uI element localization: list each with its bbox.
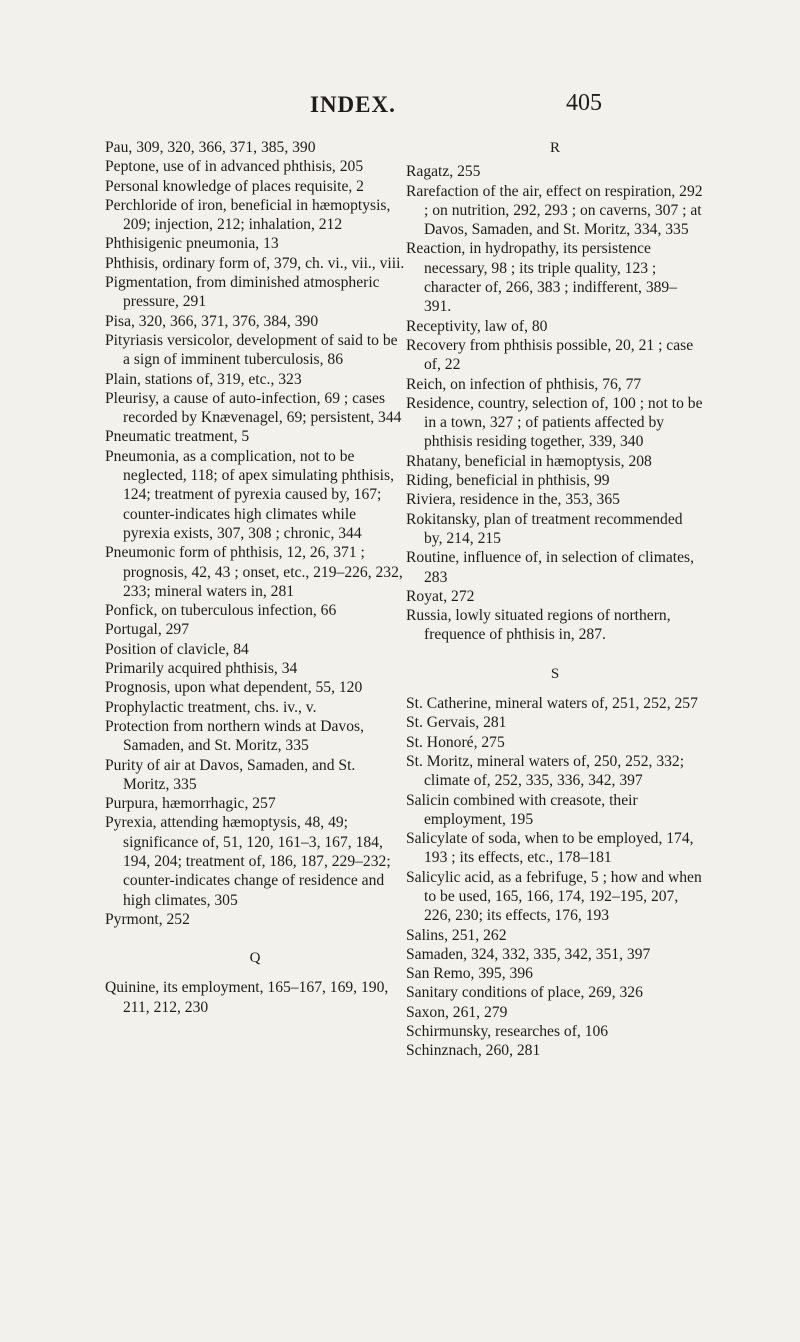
index-entry: San Remo, 395, 396 (406, 965, 533, 983)
index-entry: Salins, 251, 262 (406, 926, 507, 944)
index-entry: Pityriasis versicolor, development of said to be a sign of imminent tuberculosis, 86 (105, 331, 398, 369)
index-entry: St. Honoré, 275 (406, 733, 505, 751)
index-entry: Portugal, 297 (105, 621, 190, 639)
index-entry: Perchloride of iron, beneficial in hæmoptysis, 209; injection, 212; inhalation, 212 (105, 196, 391, 234)
index-entry: Salicylate of soda, when to be employed, 174, 193 ; its effects, etc., 178–181 (406, 830, 694, 867)
p-entries (105, 138, 405, 929)
index-entry: Rhatany, beneficial in hæmoptysis, 208 (406, 452, 652, 470)
page-number: 405 (566, 90, 602, 116)
index-entry: St. Catherine, mineral waters of, 251, 252, 257 (406, 695, 698, 713)
index-entry: Sanitary conditions of place, 269, 326 (406, 984, 643, 1002)
index-entry: Routine, influence of, in selection of climates, 283 (406, 549, 694, 586)
index-entry: Pau, 309, 320, 366, 371, 385, 390 (105, 139, 316, 156)
index-entry: Saxon, 261, 279 (406, 1003, 508, 1021)
running-head (0, 92, 800, 122)
index-entry: Prophylactic treatment, chs. iv., v. (105, 698, 317, 716)
index-entry: Receptivity, law of, 80 (406, 317, 548, 335)
index-entry: Pneumonic form of phthisis, 12, 26, 371 ; prognosis, 42, 43 ; onset, etc., 219–226, 232, 233; mineral waters in, 281 (105, 544, 403, 600)
index-entry: Rokitansky, plan of treatment recommended by, 214, 215 (406, 510, 683, 547)
index-entry: Pisa, 320, 366, 371, 376, 384, 390 (105, 312, 319, 330)
section-letter-s: S (550, 665, 560, 682)
index-entry: Salicin combined with creasote, their employment, 195 (406, 791, 638, 828)
index-entry: Phthisis, ordinary form of, 379, ch. vi., vii., viii. (105, 254, 405, 272)
index-entry: Quinine, its employment, 165–167, 169, 190, 211, 212, 230 (105, 979, 389, 1016)
index-entry: Pyrexia, attending hæmoptysis, 48, 49; significance of, 51, 120, 161–3, 167, 184, 194, 204; treatment of, 186, 187, 229–232; counter-indicates change of residence and high climates, 305 (105, 814, 391, 909)
index-entry: Position of clavicle, 84 (105, 640, 249, 658)
index-entry: Riviera, residence in the, 353, 365 (406, 491, 620, 509)
index-entry: Riding, beneficial in phthisis, 99 (406, 472, 610, 490)
index-entry: Phthisigenic pneumonia, 13 (105, 235, 279, 253)
index-entry: Purity of air at Davos, Samaden, and St. Moritz, 335 (105, 756, 356, 793)
q-entries (105, 978, 405, 1017)
index-entry: Pyrmont, 252 (105, 910, 190, 928)
index-entry: Schinznach, 260, 281 (406, 1042, 541, 1060)
index-entry: Purpura, hæmorrhagic, 257 (105, 795, 276, 813)
index-entry: Schirmunsky, researches of, 106 (406, 1023, 609, 1041)
index-entry: Peptone, use of in advanced phthisis, 205 (105, 158, 364, 176)
section-letter-r: R (549, 140, 560, 156)
index-entry: Prognosis, upon what dependent, 55, 120 (105, 679, 363, 697)
index-entry: Pneumatic treatment, 5 (105, 428, 250, 446)
index-entry: Royat, 272 (406, 587, 475, 605)
index-entry: Pigmentation, from diminished atmospheric pressure, 291 (105, 274, 380, 311)
index-entry: Salicylic acid, as a febrifuge, 5 ; how and when to be used, 165, 166, 174, 192–195, 207, 226, 230; its effects, 176, 193 (406, 868, 702, 925)
index-entry: Pneumonia, as a complication, not to be neglected, 118; of apex simulating phthisis, 124; treatment of pyrexia caused by, 167; counter-indicates high climates while pyrexia exists, 307, 308 ; chronic, 344 (105, 447, 394, 542)
index-entry: Personal knowledge of places requisite, 2 (105, 177, 364, 195)
index-entry: St. Gervais, 281 (406, 714, 507, 732)
index-entry: St. Moritz, mineral waters of, 250, 252, 332; climate of, 252, 335, 336, 342, 397 (406, 752, 685, 790)
index-entry: Plain, stations of, 319, etc., 323 (105, 370, 302, 388)
index-entry: Russia, lowly situated regions of northern, frequence of phthisis in, 287. (406, 607, 671, 644)
index-entry: Protection from northern winds at Davos, Samaden, and St. Moritz, 335 (105, 717, 364, 755)
index-entry: Reich, on infection of phthisis, 76, 77 (406, 375, 642, 393)
index-entry: Ragatz, 255 (406, 163, 481, 181)
section-letter-q: Q (249, 950, 261, 967)
page-title: INDEX. (310, 92, 396, 117)
index-entry: Pleurisy, a cause of auto-infection, 69 ; cases recorded by Knævenagel, 69; persistent, 344 (105, 389, 402, 427)
s-entries (406, 694, 704, 1061)
index-entry: Recovery from phthisis possible, 20, 21 ; case of, 22 (406, 336, 694, 374)
index-entry: Residence, country, selection of, 100 ; not to be in a town, 327 ; of patients affected by phthisis residing together, 339, 340 (406, 394, 703, 451)
index-entry: Rarefaction of the air, effect on respiration, 292 ; on nutrition, 292, 293 ; on caverns, 307 ; at Davos, Samaden, and St. Moritz, 334, 335 (406, 182, 703, 239)
index-entry: Reaction, in hydropathy, its persistence necessary, 98 ; its triple quality, 123 ; character of, 266, 383 ; indifferent, 389–391. (406, 240, 678, 316)
right-column (406, 138, 704, 1061)
index-entry: Samaden, 324, 332, 335, 342, 351, 397 (406, 945, 651, 963)
left-column (105, 138, 405, 1017)
r-entries (406, 162, 704, 644)
index-entry: Primarily acquired phthisis, 34 (105, 660, 298, 678)
index-entry: Ponfick, on tuberculous infection, 66 (105, 602, 337, 620)
